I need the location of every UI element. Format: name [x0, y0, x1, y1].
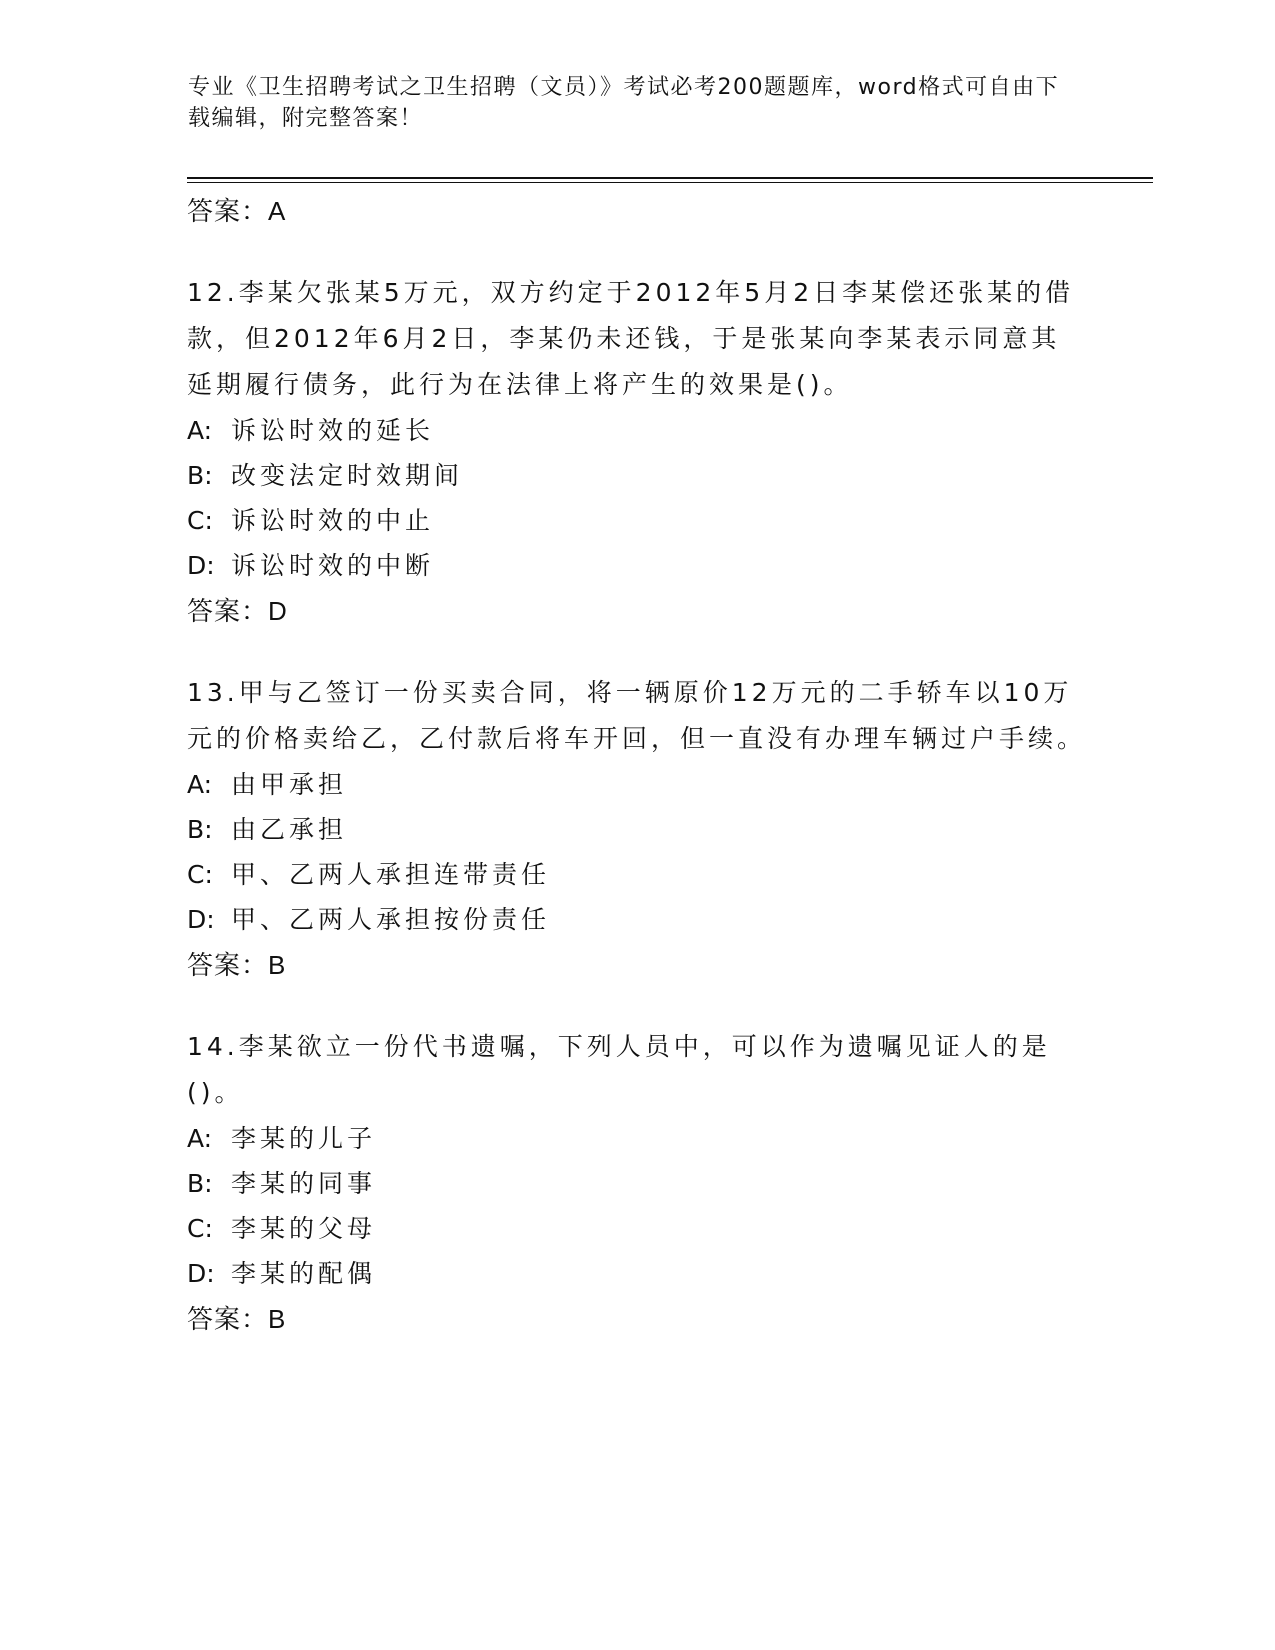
option-d: [187, 543, 1087, 588]
answer-line: 答案：B: [187, 1304, 287, 1334]
option-text: 改变法定时效期间: [231, 461, 464, 490]
option-text: 诉讼时效的中断: [231, 551, 435, 580]
option-text: 李某的同事: [231, 1169, 377, 1198]
option-text: 由甲承担: [231, 770, 348, 799]
question-12: [187, 270, 1087, 634]
option-a: [187, 1116, 1087, 1161]
option-key: D:: [187, 905, 215, 934]
option-text: 由乙承担: [231, 815, 348, 844]
question-stem: 13.甲与乙签订一份买卖合同，将一辆原价12万元的二手轿车以10万元的价格卖给乙，乙付款后将车开回，但一直没有办理车辆过户手续。: [187, 678, 1087, 753]
document-header: 专业《卫生招聘考试之卫生招聘（文员）》考试必考200题题库，word格式可自由下载编辑，附完整答案！: [188, 75, 1060, 131]
option-key: A:: [187, 770, 213, 799]
answer-line: 答案：D: [187, 596, 288, 626]
option-key: C:: [187, 1214, 213, 1243]
option-a: [187, 762, 1087, 807]
option-b: [187, 807, 1087, 852]
option-key: B:: [187, 461, 213, 490]
answer-line: 答案：B: [187, 950, 287, 980]
option-a: [187, 408, 1087, 453]
option-key: B:: [187, 1169, 213, 1198]
option-key: B:: [187, 815, 213, 844]
question-stem: 14.李某欲立一份代书遗嘱，下列人员中，可以作为遗嘱见证人的是()。: [187, 1032, 1051, 1107]
option-key: C:: [187, 506, 213, 535]
option-text: 诉讼时效的中止: [231, 506, 435, 535]
option-text: 诉讼时效的延长: [231, 416, 435, 445]
option-key: C:: [187, 860, 213, 889]
option-key: D:: [187, 1259, 215, 1288]
option-b: [187, 1161, 1087, 1206]
option-text: 甲、乙两人承担按份责任: [231, 905, 551, 934]
header-rule-thin: [187, 182, 1153, 183]
option-text: 李某的儿子: [231, 1124, 377, 1153]
option-b: [187, 453, 1087, 498]
option-text: 甲、乙两人承担连带责任: [231, 860, 551, 889]
option-d: [187, 897, 1087, 942]
option-c: [187, 1206, 1087, 1251]
option-text: 李某的父母: [231, 1214, 377, 1243]
header-rule-thick: [187, 177, 1153, 179]
option-c: [187, 852, 1087, 897]
option-d: [187, 1251, 1087, 1296]
option-key: A:: [187, 416, 213, 445]
option-text: 李某的配偶: [231, 1259, 377, 1288]
option-key: D:: [187, 551, 215, 580]
answer-line: 答案：A: [187, 196, 287, 226]
question-stem: 12.李某欠张某5万元，双方约定于2012年5月2日李某偿还张某的借款，但2012年6月2日，李某仍未还钱，于是张某向李某表示同意其延期履行债务，此行为在法律上将产生的效果是()。: [187, 278, 1075, 399]
option-c: [187, 498, 1087, 543]
document-body: [187, 188, 1087, 1342]
question-13: [187, 670, 1087, 988]
question-14: [187, 1024, 1087, 1342]
option-key: A:: [187, 1124, 213, 1153]
